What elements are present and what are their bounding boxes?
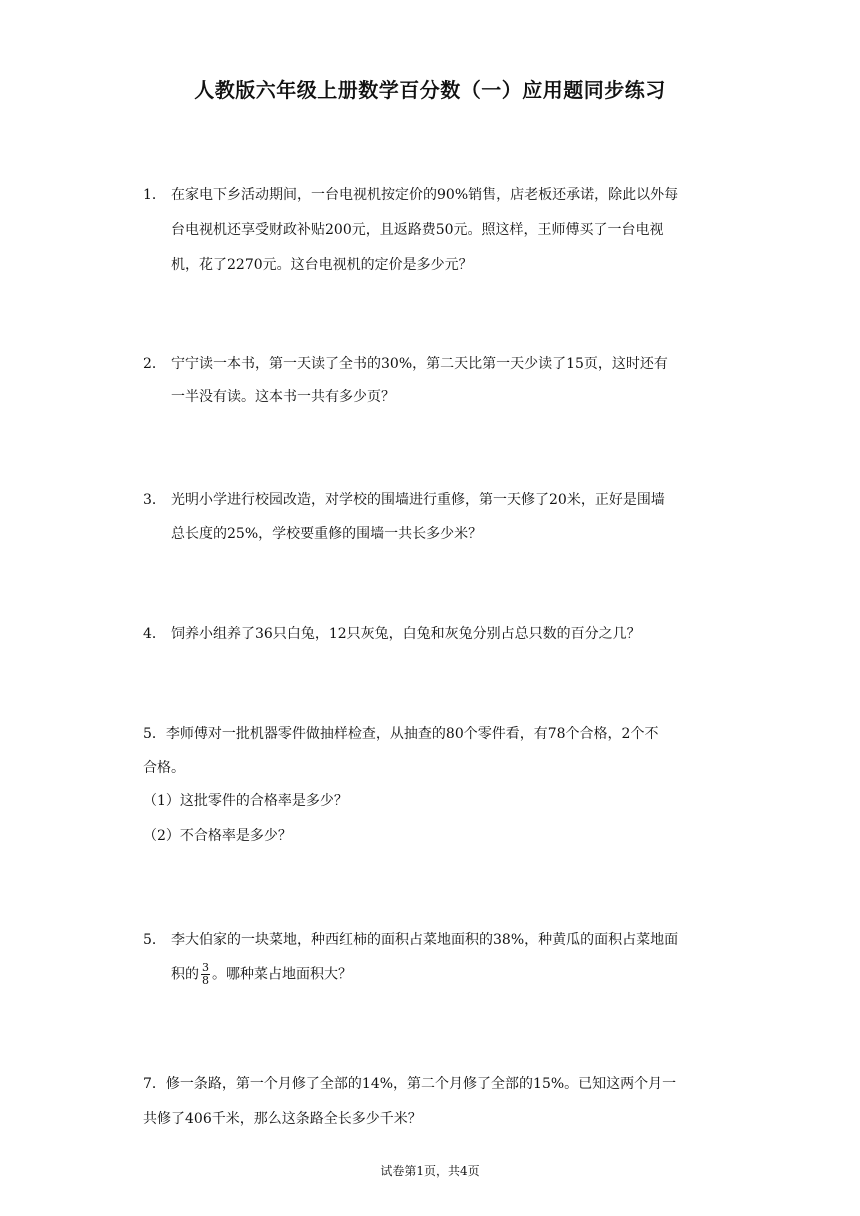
page-title: 人教版六年级上册数学百分数（一）应用题同步练习 — [194, 78, 666, 102]
question-1-text-1: 在家电下乡活动期间，一台电视机按定价的90%销售，店老板还承诺，除此以外每 — [171, 187, 679, 203]
question-5-sub-2: （2）不合格率是多少？ — [143, 828, 292, 844]
question-4-number: 4． — [143, 626, 166, 642]
fraction-denominator: 8 — [202, 974, 209, 987]
question-6-text-2-suffix: 。哪种菜占地面积大？ — [212, 966, 352, 983]
question-5-line-1 — [143, 724, 658, 744]
question-6-line-1 — [143, 930, 678, 950]
question-5-text-2: 合格。 — [143, 760, 185, 776]
fraction-numerator: 3 — [202, 961, 209, 974]
question-3-text-2: 总长度的25%，学校要重修的围墙一共长多少米？ — [171, 526, 483, 542]
question-3-text-1: 光明小学进行校园改造，对学校的围墙进行重修，第一天修了20米，正好是围墙 — [171, 492, 665, 508]
question-2-number: 2． — [143, 356, 166, 372]
question-5-text-1: 李师傅对一批机器零件做抽样检查，从抽查的80个零件看，有78个合格，2个不 — [165, 726, 659, 742]
question-6-text-2-prefix: 积的 — [171, 966, 199, 983]
question-4-text-1: 饲养小组养了36只白兔，12只灰兔，白兔和灰兔分别占总只数的百分之几？ — [171, 626, 641, 642]
question-1-number: 1． — [143, 187, 166, 203]
question-3-number: 3． — [143, 492, 166, 508]
question-1-line-1 — [143, 185, 678, 205]
page-footer: 试卷第1页，共4页 — [380, 1164, 480, 1178]
question-2-text-2: 一半没有读。这本书一共有多少页？ — [171, 389, 395, 405]
question-5-number: 5． — [143, 726, 166, 742]
question-7-text-1: 修一条路，第一个月修了全部的14%，第二个月修了全部的15%。已知这两个月一 — [165, 1076, 677, 1092]
question-6-text-1: 李大伯家的一块菜地，种西红柿的面积占菜地面积的38%，种黄瓜的面积占菜地面 — [171, 932, 679, 948]
question-2-text-1: 宁宁读一本书，第一天读了全书的30%，第二天比第一天少读了15页，这时还有 — [171, 356, 668, 372]
question-7-text-2: 共修了406千米，那么这条路全长多少千米？ — [143, 1111, 422, 1127]
question-6-number: 5． — [143, 932, 166, 948]
question-1-text-3: 机，花了2270元。这台电视机的定价是多少元？ — [171, 257, 473, 273]
question-4-line-1 — [143, 624, 641, 644]
fraction — [201, 962, 210, 987]
question-3-line-1 — [143, 490, 665, 510]
question-2-line-1 — [143, 354, 668, 374]
question-7-number: 7． — [143, 1076, 166, 1092]
question-6-line-2 — [171, 962, 352, 987]
question-5-sub-1: （1）这批零件的合格率是多少？ — [143, 793, 348, 809]
question-1-text-2: 台电视机还享受财政补贴200元，且返路费50元。照这样，王师傅买了一台电视 — [171, 222, 664, 238]
question-7-line-1 — [143, 1074, 676, 1094]
